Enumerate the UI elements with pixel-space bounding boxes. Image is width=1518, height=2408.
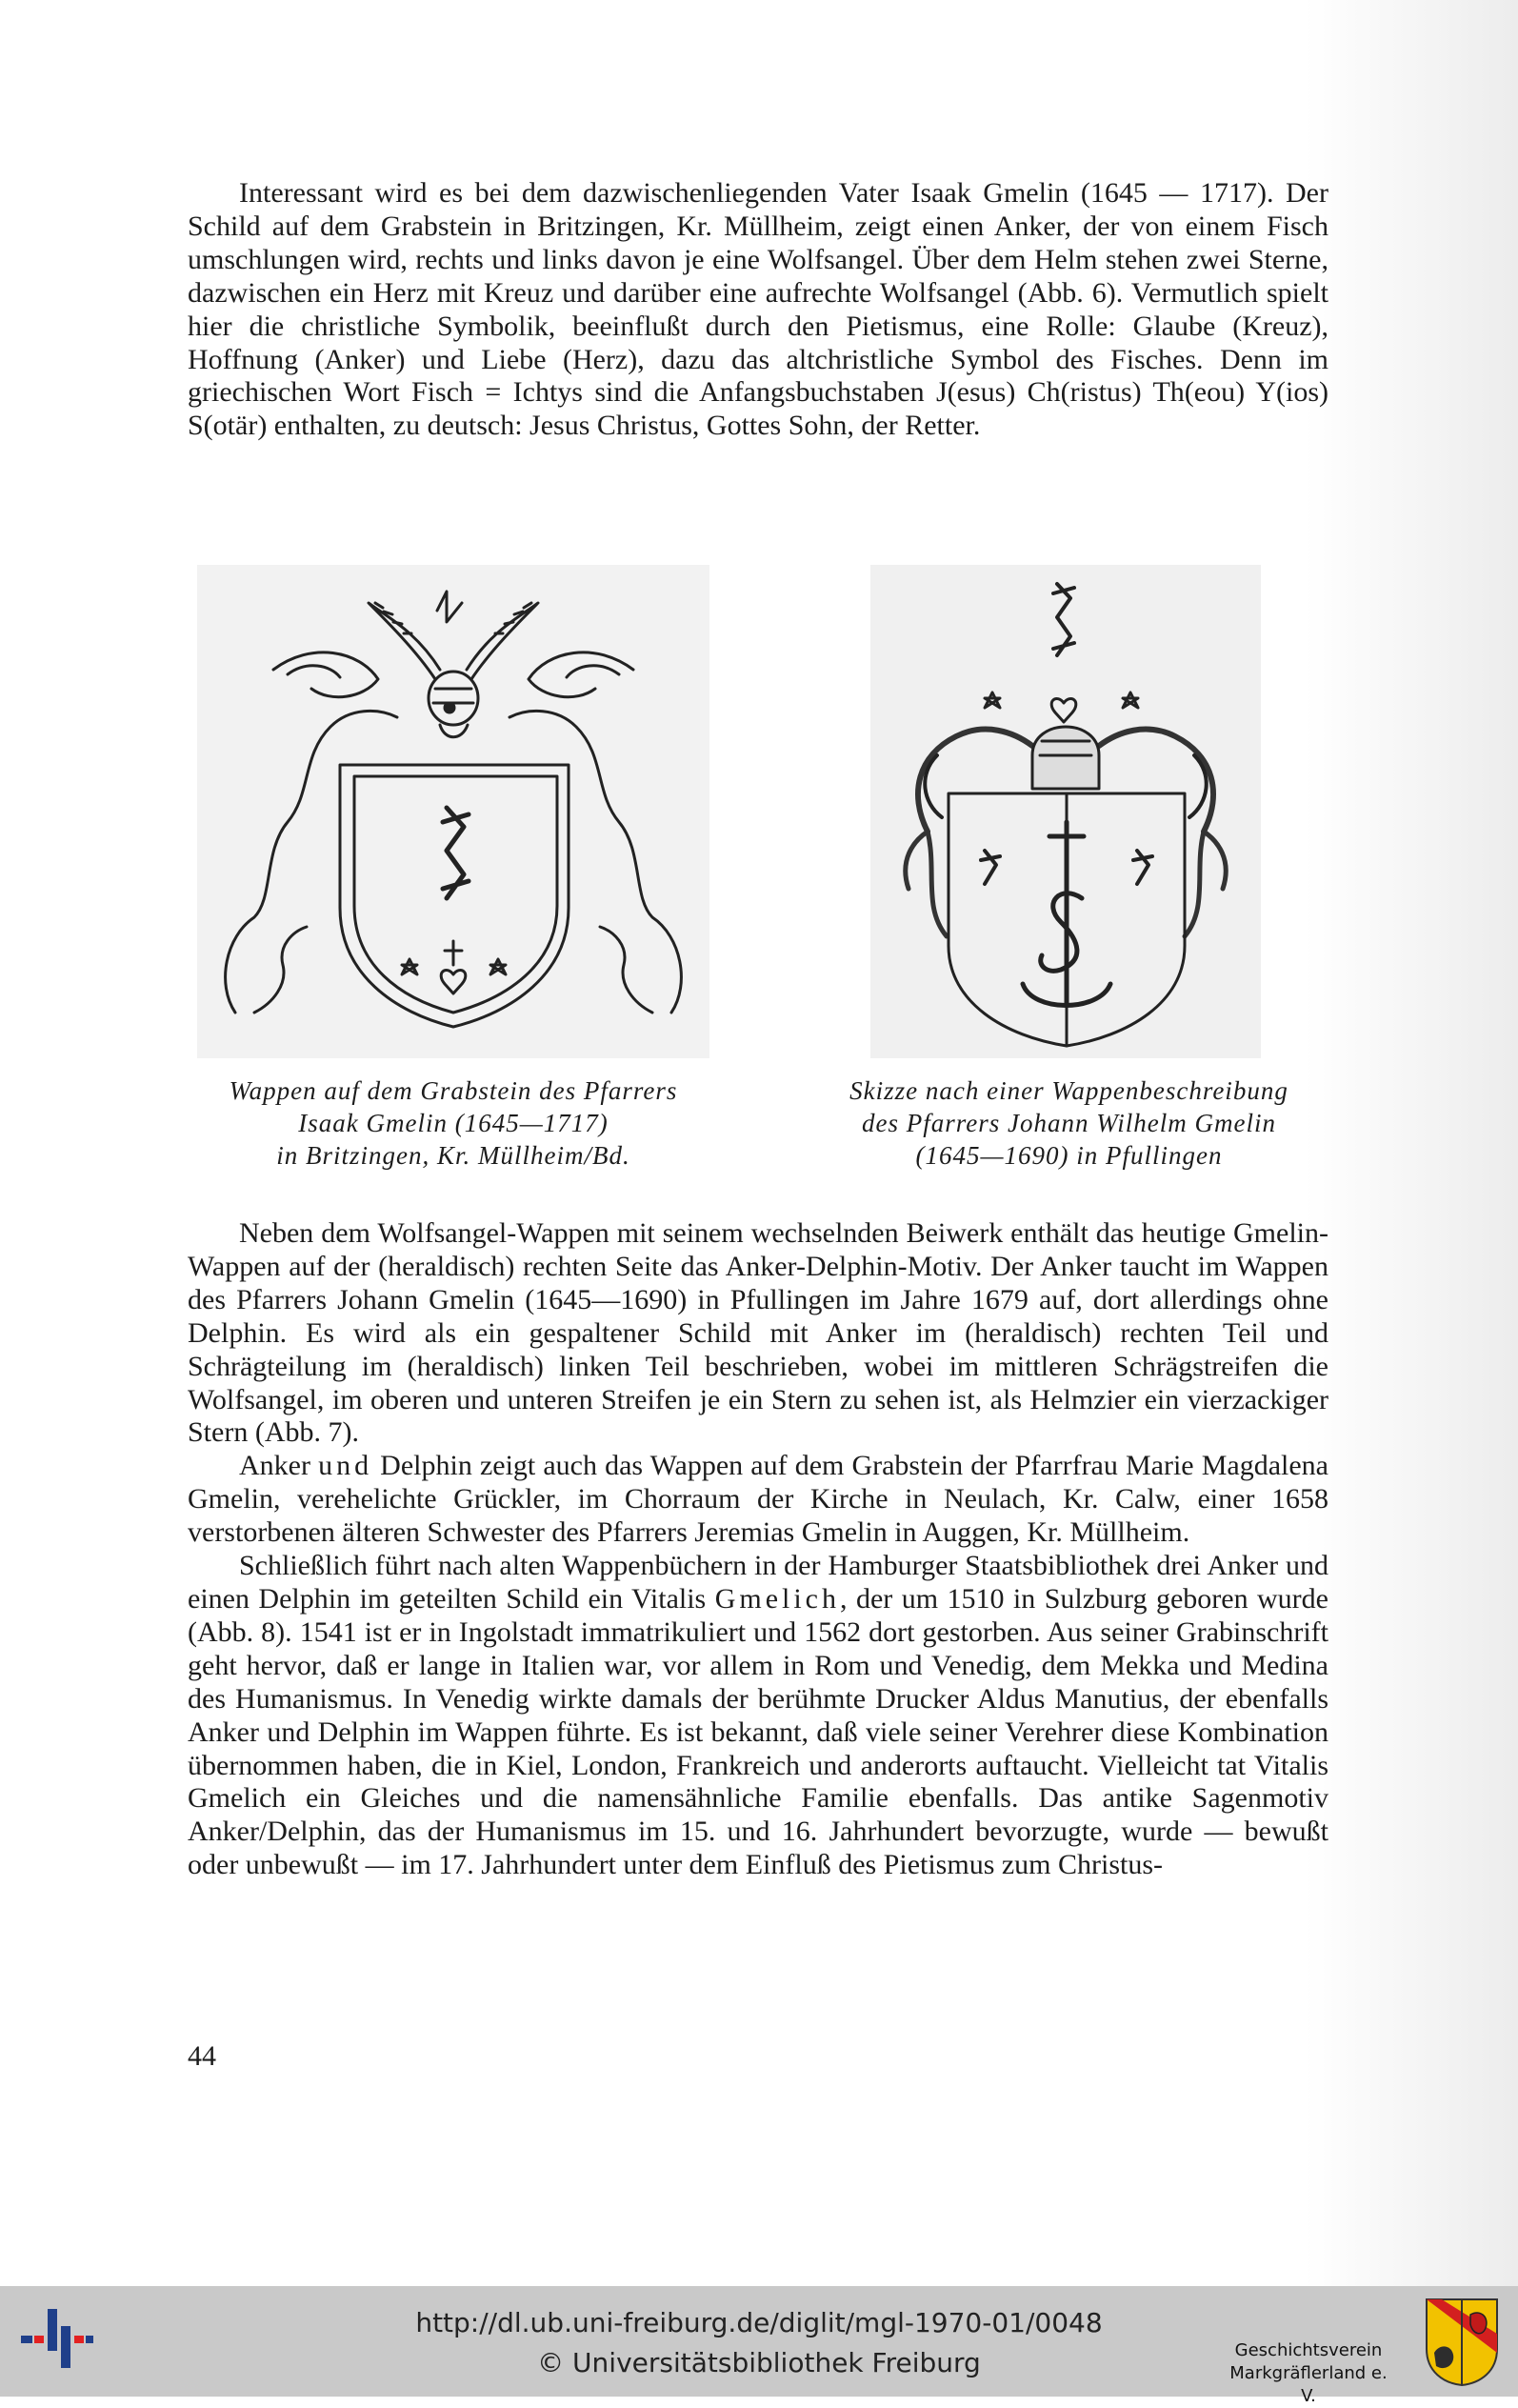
footer-url-link[interactable]: http://dl.ub.uni-freiburg.de/diglit/mgl-1970-01/0048	[415, 2307, 1103, 2338]
caption-left-line: in Britzingen, Kr. Müllheim/Bd.	[276, 1141, 630, 1170]
society-name-line1: Geschichtsverein	[1234, 2340, 1383, 2360]
footer-url[interactable]	[0, 2307, 1518, 2338]
coat-of-arms-left-image	[197, 565, 709, 1058]
coat-of-arms-right-image	[870, 565, 1261, 1058]
paragraph-3-start: Schließlich führt nach alten Wappenbüchern in der Hamburger Staatsbibliothek drei Anker und einen Delphin im geteilten Schild ein Vitalis	[188, 1550, 1328, 1615]
caption-right-line: des Pfarrers Johann Wilhelm Gmelin	[862, 1109, 1276, 1137]
paragraph-3-rest: , der um 1510 in Sulzburg geboren wurde (Abb. 8). 1541 ist er in Ingolstadt immatrikuliert und 1562 dort gestorben. Aus seiner Grabinschrift geht hervor, daß er lange in Italien war, vor allem in Rom und Venedig, dem Mekka und Medina des Humanismus. In Venedig wirkte damals der berühmte Drucker Aldus Manutius, der ebenfalls Anker und Delphin im Wappen führte. Es ist bekannt, daß viele seiner Verehrer diese Kombination übernommen haben, die in Kiel, London, Frankreich und anderorts auftaucht. Vielleicht tat Vitalis Gmelich ein Gleiches und die namensähnliche Familie ebenfalls. Das antike Sagenmotiv Anker/Delphin, das der Humanismus im 15. und 16. Jahrhundert bevorzugte, wurde — bewußt oder unbewußt — im 17. Jahrhundert unter dem Einfluß des Pietismus zum Christus-	[188, 1582, 1328, 1881]
caption-left-line: Wappen auf dem Grabstein des Pfarrers	[229, 1076, 678, 1105]
coat-of-arms-figure-left	[197, 565, 709, 1058]
paragraph-3	[188, 1550, 1328, 1882]
paragraph-3-emphasis: Gmelich	[714, 1582, 840, 1615]
footer-copyright: © Universitätsbibliothek Freiburg	[537, 2347, 981, 2378]
paragraph-intro: Interessant wird es bei dem dazwischenliegenden Vater Isaak Gmelin (1645 — 1717). Der Schild auf dem Grabstein in Britzingen, Kr. Müllheim, zeigt einen Anker, der von einem Fisch umschlungen wird, rechts und links davon je eine Wolfsangel. Über dem Helm stehen zwei Sterne, dazwischen ein Herz mit Kreuz und darüber eine aufrechte Wolfsangel (Abb. 6). Vermutlich spielt hier die christliche Symbolik, beeinflußt durch den Pietismus, eine Rolle: Glaube (Kreuz), Hoffnung (Anker) und Liebe (Herz), dazu das altchristliche Symbol des Fisches. Denn im griechischen Wort Fisch = Ichtys sind die Anfangsbuchstaben J(esus) Ch(ristus) Th(eou) Y(ios) S(otär) enthalten, zu deutsch: Jesus Christus, Gottes Sohn, der Retter.	[188, 177, 1328, 442]
society-name-line2: Markgräflerland e. V.	[1229, 2363, 1388, 2406]
paragraph-2-emphasis: und	[318, 1450, 373, 1482]
caption-left-line: Isaak Gmelin (1645—1717)	[298, 1109, 609, 1137]
caption-right	[795, 1074, 1343, 1172]
paragraph-2-start: Anker	[239, 1450, 319, 1482]
page-number: 44	[188, 2040, 216, 2072]
caption-right-line: Skizze nach einer Wappenbeschreibung	[849, 1076, 1288, 1105]
paragraph-1: Neben dem Wolfsangel-Wappen mit seinem wechselnden Beiwerk enthält das heutige Gmelin-Wappen auf der (heraldisch) rechten Seite das Anker-Delphin-Motiv. Der Anker taucht im Wappen des Pfarrers Johann Gmelin (1645—1690) in Pfullingen im Jahre 1679 auf, dort allerdings ohne Delphin. Es wird als ein gespaltener Schild mit Anker im (heraldisch) rechten Teil und Schrägteilung im (heraldisch) linken Teil beschrieben, wobei im mittleren Schrägstreifen die Wolfsangel, im oberen und unteren Streifen je ein Stern zu sehen ist, als Helmzier ein vierzackiger Stern (Abb. 7).	[188, 1217, 1328, 1449]
society-name	[1223, 2339, 1394, 2408]
paragraph-2	[188, 1450, 1328, 1550]
paragraph-2-rest: Delphin zeigt auch das Wappen auf dem Grabstein der Pfarrfrau Marie Magdalena Gmelin, verehelichte Grückler, im Chorraum der Kirche in Neulach, Kr. Calw, einer 1658 verstorbenen älteren Schwester des Pfarrers Jeremias Gmelin in Auggen, Kr. Müllheim.	[188, 1450, 1328, 1549]
society-crest-icon	[1423, 2296, 1501, 2387]
intro-text	[188, 177, 1328, 443]
footer-bar	[0, 2286, 1518, 2406]
body-text	[188, 1217, 1328, 1882]
caption-right-line: (1645—1690) in Pfullingen	[915, 1141, 1223, 1170]
coat-of-arms-figure-right	[870, 565, 1261, 1058]
caption-left	[171, 1074, 735, 1172]
